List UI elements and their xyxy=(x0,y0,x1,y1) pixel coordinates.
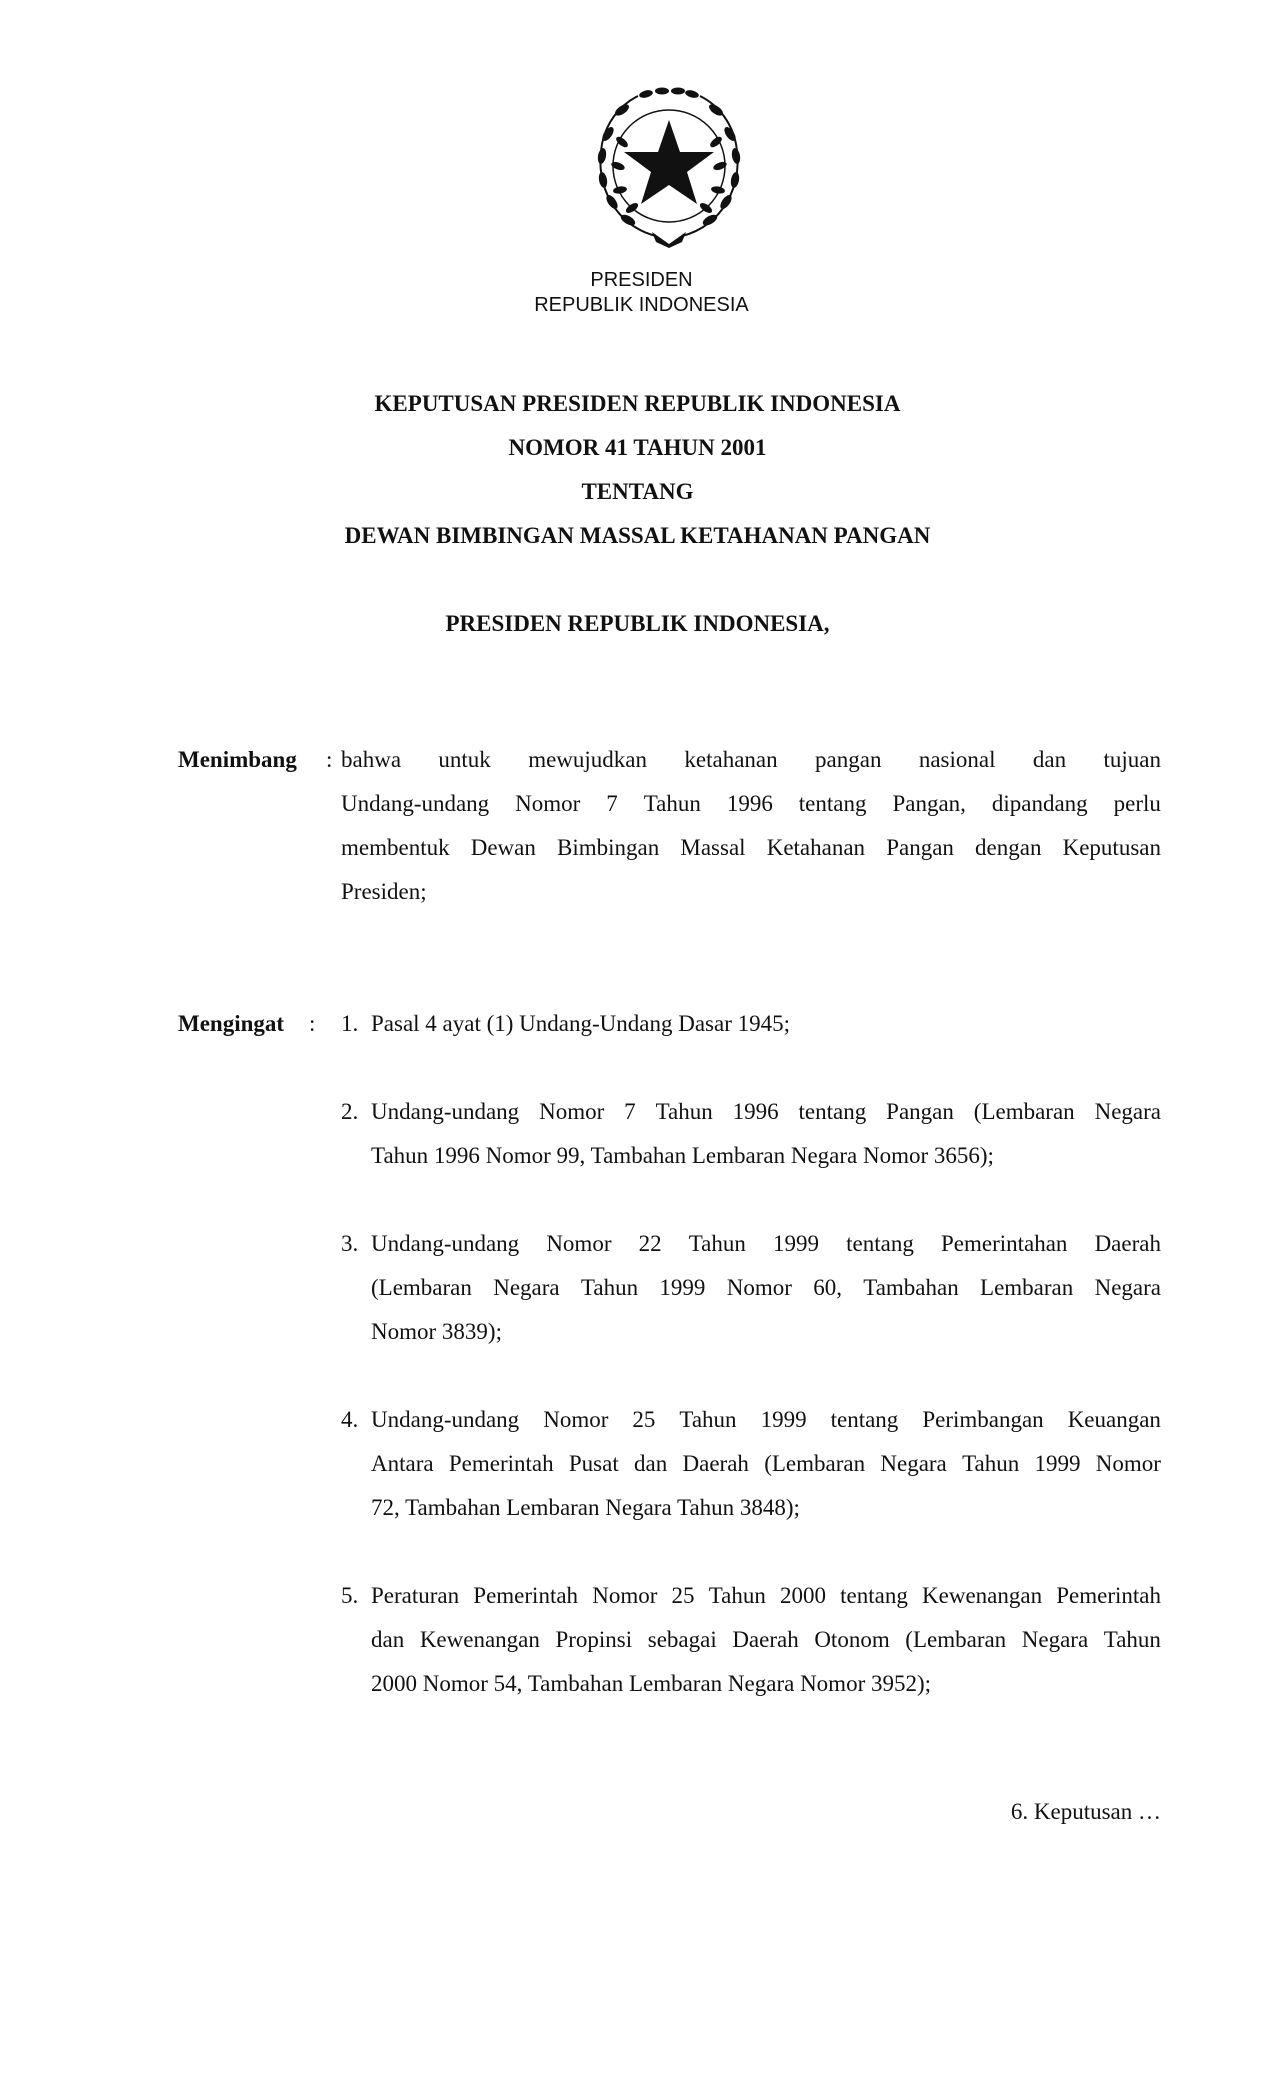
menimbang-line-4: Presiden; xyxy=(341,879,427,904)
item-line: (Lembaran Negara Tahun 1999 Nomor 60, Tambahan Lembaran Negara xyxy=(371,1275,1161,1300)
document-title xyxy=(0,382,1275,558)
menimbang-paragraph xyxy=(341,738,1161,914)
title-subject: DEWAN BIMBINGAN MASSAL KETAHANAN PANGAN xyxy=(344,523,931,548)
item-line: Undang-undang Nomor 25 Tahun 1999 tentang Perimbangan Keuangan xyxy=(371,1407,1161,1432)
item-line: Tahun 1996 Nomor 99, Tambahan Lembaran Negara Nomor 3656); xyxy=(371,1143,994,1168)
item-line: Undang-undang Nomor 7 Tahun 1996 tentang Pangan (Lembaran Negara xyxy=(371,1099,1161,1124)
item-line: Peraturan Pemerintah Nomor 25 Tahun 2000 tentang Kewenangan Pemerintah xyxy=(371,1583,1161,1608)
menimbang-label: Menimbang xyxy=(178,747,297,772)
item-number: 2. xyxy=(341,1099,359,1124)
item-line: Pasal 4 ayat (1) Undang-Undang Dasar 1945; xyxy=(371,1011,790,1036)
mengingat-colon: : xyxy=(309,1011,316,1036)
emblem-caption-presiden: PRESIDEN xyxy=(590,269,693,291)
item-line: Nomor 3839); xyxy=(371,1319,502,1344)
menimbang-line-2: Undang-undang Nomor 7 Tahun 1996 tentang Pangan, dipandang perlu xyxy=(341,791,1161,816)
menimbang-line-3: membentuk Dewan Bimbingan Massal Ketahanan Pangan dengan Keputusan xyxy=(341,835,1161,860)
title-tentang: TENTANG xyxy=(581,479,694,504)
item-line: dan Kewenangan Propinsi sebagai Daerah Otonom (Lembaran Negara Tahun xyxy=(371,1627,1161,1652)
item-number: 4. xyxy=(341,1407,359,1432)
item-line: 2000 Nomor 54, Tambahan Lembaran Negara Nomor 3952); xyxy=(371,1671,932,1696)
emblem-caption-republik: REPUBLIK INDONESIA xyxy=(534,294,749,316)
next-page-reference: 6. Keputusan … xyxy=(1010,1799,1161,1824)
issuer-block xyxy=(0,602,1275,646)
menimbang-colon: : xyxy=(326,747,333,772)
mengingat-label: Mengingat xyxy=(178,1011,285,1036)
title-nomor: NOMOR 41 TAHUN 2001 xyxy=(508,435,767,460)
emblem-icon xyxy=(586,86,752,252)
item-line: 72, Tambahan Lembaran Negara Tahun 3848); xyxy=(371,1495,800,1520)
item-number: 3. xyxy=(341,1231,359,1256)
item-number: 1. xyxy=(341,1011,359,1036)
item-line: Undang-undang Nomor 22 Tahun 1999 tentang Pemerintahan Daerah xyxy=(371,1231,1161,1256)
menimbang-line-1: bahwa untuk mewujudkan ketahanan pangan nasional dan tujuan xyxy=(341,747,1161,772)
title-keputusan: KEPUTUSAN PRESIDEN REPUBLIK INDONESIA xyxy=(374,391,901,416)
item-number: 5. xyxy=(341,1583,359,1608)
item-line: Antara Pemerintah Pusat dan Daerah (Lembaran Negara Tahun 1999 Nomor xyxy=(371,1451,1161,1476)
issuer-heading: PRESIDEN REPUBLIK INDONESIA, xyxy=(445,611,830,636)
